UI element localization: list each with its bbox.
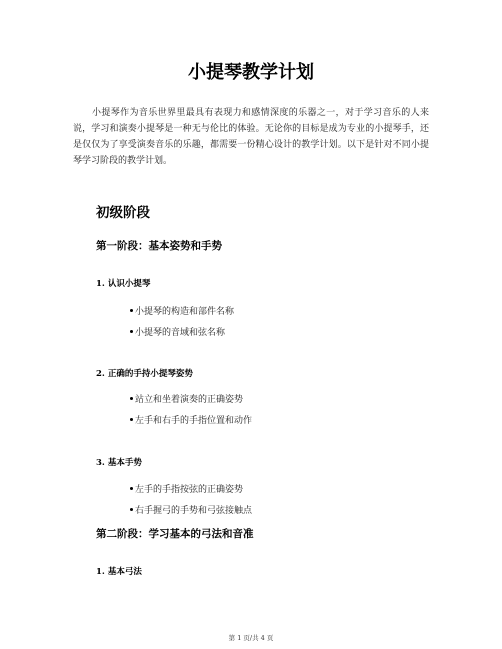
bullet-icon [130, 397, 133, 400]
bullet-icon [130, 487, 133, 490]
list-item-text: 小提琴的构造和部件名称 [135, 307, 235, 317]
intro-paragraph: 小提琴作为音乐世界里最具有表现力和感情深度的乐器之一，对于学习音乐的人来说，学习和演奏小提琴是一种无与伦比的体验。无论你的目标是成为专业的小提琴手，还是仅仅为了享受演奏音乐的乐趣，都需要一份精心设计的教学计划。以下是针对不同小提琴学习阶段的教学计划。 [73, 108, 429, 166]
list-item [130, 323, 234, 344]
level-heading: 初级阶段 [96, 205, 150, 221]
bullet-icon [130, 309, 133, 312]
list-item [130, 411, 252, 432]
list-item [130, 390, 252, 411]
stage2-heading: 第二阶段：学习基本的弓法和音准 [96, 528, 254, 540]
list-item [130, 480, 252, 501]
list-item-text: 站立和坐着演奏的正确姿势 [135, 395, 244, 405]
bullet-list-posture [130, 390, 252, 432]
item-heading-basic-bowing: 1. 基本弓法 [96, 567, 142, 577]
list-item [130, 501, 252, 522]
list-item [130, 302, 234, 323]
list-item-text: 左手和右手的手指位置和动作 [135, 416, 253, 426]
item-heading-know-violin: 1. 认识小提琴 [96, 279, 151, 289]
bullet-icon [130, 508, 133, 511]
bullet-icon [130, 330, 133, 333]
list-item-text: 右手握弓的手势和弓弦接触点 [135, 506, 253, 516]
stage1-heading: 第一阶段：基本姿势和手势 [96, 240, 222, 252]
bullet-list-gestures [130, 480, 252, 522]
item-heading-posture: 2. 正确的手持小提琴姿势 [96, 369, 193, 379]
list-item-text: 左手的手指按弦的正确姿势 [135, 485, 244, 495]
list-item-text: 小提琴的音域和弦名称 [135, 328, 226, 338]
bullet-icon [130, 418, 133, 421]
item-heading-gestures: 3. 基本手势 [96, 458, 142, 468]
bullet-list-know-violin [130, 302, 234, 344]
document-title: 小提琴教学计划 [188, 62, 314, 83]
page-footer: 第 1 页/共 4 页 [228, 634, 274, 642]
